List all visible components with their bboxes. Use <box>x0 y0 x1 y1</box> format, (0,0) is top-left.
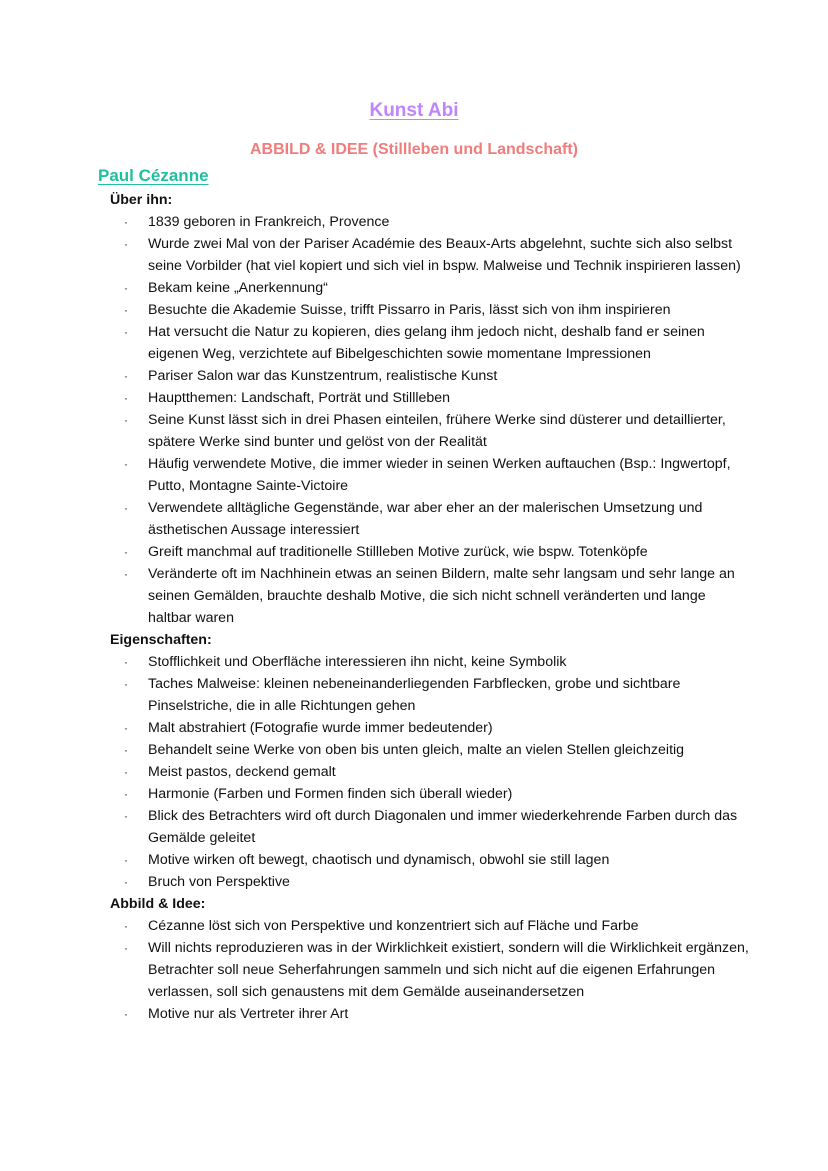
list-item-text: Verwendete alltägliche Gegenstände, war aber eher an der malerischen Umsetzung und ästhetischen Aussage interessiert <box>148 500 703 538</box>
bullet-icon: · <box>124 325 128 339</box>
bullet-icon: · <box>124 1007 128 1021</box>
bullet-icon: · <box>124 369 128 383</box>
bullet-list <box>110 651 750 893</box>
bullet-icon: · <box>124 787 128 801</box>
bullet-icon: · <box>124 303 128 317</box>
page-subtitle: ABBILD & IDEE (Stillleben und Landschaft) <box>249 141 578 158</box>
list-item <box>110 365 750 387</box>
list-item-text: 1839 geboren in Frankreich, Provence <box>148 214 390 230</box>
bullet-icon: · <box>124 413 128 427</box>
list-item-text: Stofflichkeit und Oberfläche interessieren ihn nicht, keine Symbolik <box>148 654 567 670</box>
list-item-text: Malt abstrahiert (Fotografie wurde immer bedeutender) <box>148 720 493 736</box>
list-item <box>110 211 750 233</box>
list-item <box>110 1003 750 1025</box>
list-item-text: Motive wirken oft bewegt, chaotisch und dynamisch, obwohl sie still lagen <box>148 852 610 868</box>
bullet-icon: · <box>124 809 128 823</box>
list-item <box>110 937 750 1003</box>
list-item-text: Bruch von Perspektive <box>148 874 290 890</box>
list-item <box>110 563 750 629</box>
list-item <box>110 915 750 937</box>
list-item-text: Hauptthemen: Landschaft, Porträt und Stillleben <box>148 390 451 406</box>
bullet-icon: · <box>124 281 128 295</box>
list-item <box>110 761 750 783</box>
bullet-icon: · <box>124 567 128 581</box>
list-item-text: Seine Kunst lässt sich in drei Phasen einteilen, frühere Werke sind düsterer und detaillierter, spätere Werke sind bunter und gelöst von der Realität <box>148 412 726 450</box>
list-item <box>110 409 750 453</box>
notes-content <box>110 189 750 1025</box>
list-item-text: Häufig verwendete Motive, die immer wieder in seinen Werken auftauchen (Bsp.: Ingwertopf, Putto, Montagne Sainte-Victoire <box>148 456 731 494</box>
bullet-list <box>110 915 750 1025</box>
bullet-icon: · <box>124 743 128 757</box>
list-item-text: Pariser Salon war das Kunstzentrum, realistische Kunst <box>148 368 498 384</box>
section-heading: Abbild & Idee: <box>110 896 206 912</box>
list-item-text: Bekam keine „Anerkennung“ <box>148 280 328 296</box>
list-item <box>110 541 750 563</box>
page-title: Kunst Abi <box>369 100 459 121</box>
list-item-text: Harmonie (Farben und Formen finden sich überall wieder) <box>148 786 513 802</box>
list-item-text: Wurde zwei Mal von der Pariser Académie des Beaux-Arts abgelehnt, suchte sich also selbst seine Vorbilder (hat viel kopiert und sich viel in bspw. Malweise und Technik inspirieren lassen) <box>148 236 741 274</box>
list-item-text: Behandelt seine Werke von oben bis unten gleich, malte an vielen Stellen gleichzeitig <box>148 742 685 758</box>
list-item-text: Will nichts reproduzieren was in der Wirklichkeit existiert, sondern will die Wirklichkeit ergänzen, Betrachter soll neue Seherfahrungen sammeln und sich nicht auf die eigenen Erfahrungen verlassen, soll sich genaustens mit dem Gemälde auseinandersetzen <box>148 940 749 1000</box>
bullet-icon: · <box>124 765 128 779</box>
list-item <box>110 805 750 849</box>
list-item-text: Meist pastos, deckend gemalt <box>148 764 336 780</box>
list-item <box>110 299 750 321</box>
list-item <box>110 387 750 409</box>
list-item-text: Hat versucht die Natur zu kopieren, dies gelang ihm jedoch nicht, deshalb fand er seinen eigenen Weg, verzichtete auf Bibelgeschichten sowie momentane Impressionen <box>148 324 705 362</box>
list-item <box>110 673 750 717</box>
list-item-text: Besuchte die Akademie Suisse, trifft Pissarro in Paris, lässt sich von ihm inspirieren <box>148 302 671 318</box>
list-item <box>110 871 750 893</box>
list-item-text: Veränderte oft im Nachhinein etwas an seinen Bildern, malte sehr langsam und sehr lange an seinen Gemälden, brauchte deshalb Motive, die sich nicht schnell veränderten und lange haltbar waren <box>148 566 735 626</box>
list-item <box>110 739 750 761</box>
section <box>110 189 750 629</box>
list-item <box>110 321 750 365</box>
bullet-icon: · <box>124 677 128 691</box>
bullet-icon: · <box>124 655 128 669</box>
bullet-icon: · <box>124 721 128 735</box>
bullet-icon: · <box>124 853 128 867</box>
list-item-text: Greift manchmal auf traditionelle Stillleben Motive zurück, wie bspw. Totenköpfe <box>148 544 648 560</box>
bullet-icon: · <box>124 941 128 955</box>
list-item-text: Taches Malweise: kleinen nebeneinanderliegenden Farbflecken, grobe und sichtbare Pinselstriche, die in alle Richtungen gehen <box>148 676 681 714</box>
artist-heading: Paul Cézanne <box>98 166 209 185</box>
bullet-list <box>110 211 750 629</box>
bullet-icon: · <box>124 545 128 559</box>
list-item-text: Cézanne löst sich von Perspektive und konzentriert sich auf Fläche und Farbe <box>148 918 639 934</box>
section <box>110 893 750 1025</box>
list-item-text: Blick des Betrachters wird oft durch Diagonalen und immer wiederkehrende Farben durch das Gemälde geleitet <box>148 808 738 846</box>
bullet-icon: · <box>124 875 128 889</box>
list-item <box>110 783 750 805</box>
list-item <box>110 717 750 739</box>
bullet-icon: · <box>124 919 128 933</box>
list-item <box>110 233 750 277</box>
list-item <box>110 849 750 871</box>
section-heading: Eigenschaften: <box>110 632 212 648</box>
bullet-icon: · <box>124 457 128 471</box>
section-heading: Über ihn: <box>110 192 173 208</box>
list-item <box>110 497 750 541</box>
bullet-icon: · <box>124 501 128 515</box>
bullet-icon: · <box>124 215 128 229</box>
list-item <box>110 453 750 497</box>
bullet-icon: · <box>124 237 128 251</box>
list-item <box>110 651 750 673</box>
bullet-icon: · <box>124 391 128 405</box>
section <box>110 629 750 893</box>
list-item <box>110 277 750 299</box>
list-item-text: Motive nur als Vertreter ihrer Art <box>148 1006 349 1022</box>
